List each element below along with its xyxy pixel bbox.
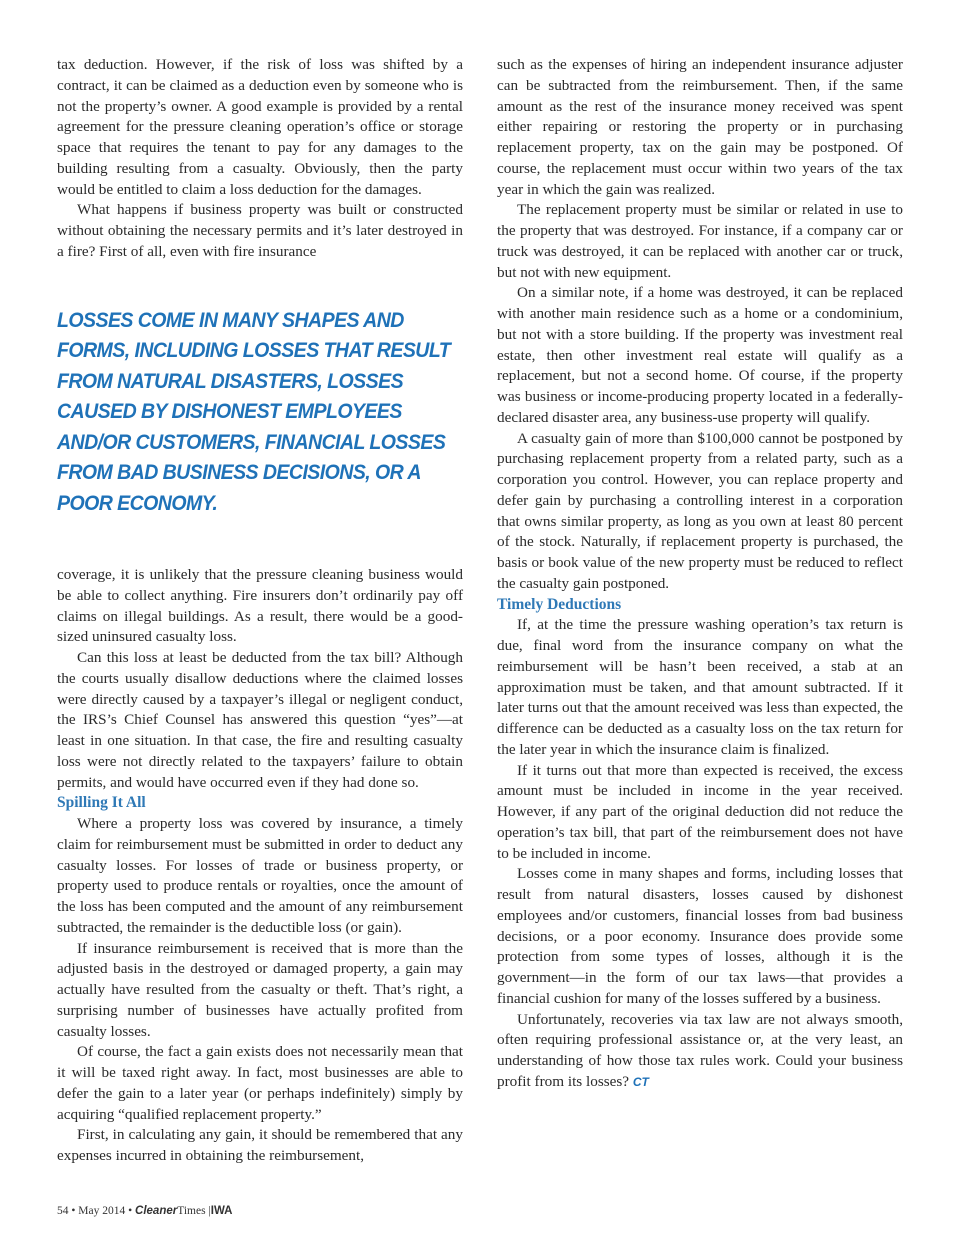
body-paragraph: coverage, it is unlikely that the pressure cleaning business would be able to collect anything. Fire insurers don’t ordinarily pay off claims on illegal buildings. As a result, there would be a good-sized uninsured casualty loss. bbox=[57, 566, 463, 646]
body-paragraph: What happens if business property was built or constructed without obtaining the necessary permits and it’s later destroyed in a fire? First of all, even with fire insurance bbox=[57, 201, 463, 260]
issue-date: May 2014 bbox=[78, 1205, 126, 1217]
footer-separator: • bbox=[71, 1205, 76, 1217]
body-paragraph: If it turns out that more than expected is received, the excess amount must be included in income in the year received. However, if any part of the original deduction did not reduce the operation’s tax bill, that part of the reimbursement does not have to be included in income. bbox=[497, 761, 903, 862]
pull-quote: LOSSES COME IN MANY SHAPES AND FORMS, INCLUDING LOSSES THAT RESULT FROM NATURAL DISASTERS, LOSSES CAUSED BY DISHONEST EMPLOYEES AND/OR CUSTOMERS, FINANCIAL LOSSES FROM BAD BUSINESS DECISIONS, OR A POOR ECONOMY. bbox=[57, 308, 451, 515]
left-column bbox=[57, 55, 463, 1167]
page-number: 54 bbox=[57, 1205, 69, 1217]
brand-times: Times bbox=[177, 1205, 206, 1217]
body-paragraph: On a similar note, if a home was destroyed, it can be replaced with another main residence such as a home or a condominium, but not with a store building. If the property was investment real estate, then other investment real estate will qualify as a replacement, but not a second home. Of course, if the property was business or income-producing property located in a federally-declared disaster area, any business-use property will qualify. bbox=[497, 284, 903, 426]
body-paragraph: If, at the time the pressure washing operation’s tax return is due, final word from the insurance company on what the reimbursement will be hasn’t been received, a stab at an approximation must be taken, and that amount subtracted. If it later turns out that the amount received was less than expected, the difference can be deducted as a casualty loss on the tax return for the later year in which the insurance claim is finalized. bbox=[497, 616, 903, 758]
body-paragraph: Where a property loss was covered by insurance, a timely claim for reimbursement must be submitted in order to deduct any casualty losses. For losses of trade or business property, or property used to produce rentals or royalties, once the amount of the loss has been computed and the amount of any reimbursement subtracted, the remainder is the deductible loss (or gain). bbox=[57, 815, 463, 936]
end-mark: CT bbox=[632, 1074, 649, 1089]
body-paragraph: Can this loss at least be deducted from the tax bill? Although the courts usually disallow deductions where the claimed losses were directly caused by a taxpayer’s illegal or negligent conduct, the IRS’s Chief Counsel has answered this question “yes”—at least in one situation. In that case, the fire and resulting casualty loss were not directly related to the taxpayers’ failure to obtain permits, and would have occurred even if they had done so. bbox=[57, 649, 463, 791]
body-paragraph: Losses come in many shapes and forms, including losses that result from natural disasters, losses caused by dishonest employees and/or customers, financial losses from bad business decisions, or a poor economy. Insurance does provide some protection from some types of losses, although it is the government—in the form of our tax laws—that provides a financial cushion for many of the losses suffered by a business. bbox=[497, 865, 903, 1007]
body-paragraph: A casualty gain of more than $100,000 cannot be postponed by purchasing replacement property from a related party, such as a corporation you control. However, you can replace property and defer gain by purchasing a controlling interest in a corporation that owns similar property, as long as you own at least 80 percent of the stock. Naturally, if replacement property is purchased, the basis or book value of the new property must be reduced to reflect the casualty gain postponed. bbox=[497, 429, 903, 592]
body-paragraph: Of course, the fact a gain exists does not necessarily mean that it will be taxed right away. In fact, most businesses are able to defer the gain to a later year (or perhaps indefinitely) simply by acquiring “qualified replacement property.” bbox=[57, 1043, 463, 1123]
org-name: IWA bbox=[210, 1205, 233, 1217]
section-heading: Timely Deductions bbox=[497, 595, 622, 613]
publication-name bbox=[135, 1205, 206, 1217]
body-paragraph: The replacement property must be similar or related in use to the property that was destroyed. For instance, if a company car or truck was destroyed, it can be replaced with another car or truck, but not with new equipment. bbox=[497, 201, 903, 281]
section-heading: Spilling It All bbox=[57, 794, 146, 812]
footer-divider: | bbox=[208, 1205, 211, 1217]
right-column bbox=[497, 55, 903, 1093]
body-paragraph: tax deduction. However, if the risk of loss was shifted by a contract, it can be claimed as a deduction even by someone who is not the property’s owner. A good example is provided by a rental agreement for the pressure cleaning operation’s office or storage space that requires the tenant to pay for any damages to the building resulting from a casualty. Obviously, then the party would be entitled to claim a loss deduction for the damages. bbox=[57, 56, 463, 198]
body-paragraph: such as the expenses of hiring an independent insurance adjuster can be subtracted from the reimbursement. Then, if the same amount as the rest of the insurance money received was spent either repairing or restoring the property or in purchasing replacement property, tax on the gain may be postponed. Of course, the replacement must occur within two years of the tax year in which the gain was realized. bbox=[497, 56, 903, 198]
page-footer bbox=[57, 1205, 232, 1217]
closing-sentence: Unfortunately, recoveries via tax law are not always smooth, often requiring professional assistance or, at the very least, an understanding of how those tax rules work. Could your business profit from its losses? bbox=[497, 1010, 903, 1090]
footer-separator: • bbox=[128, 1205, 133, 1217]
brand-cleaner: Cleaner bbox=[135, 1205, 178, 1217]
body-paragraph: First, in calculating any gain, it should be remembered that any expenses incurred in obtaining the reimbursement, bbox=[57, 1126, 463, 1164]
body-paragraph bbox=[497, 1010, 903, 1093]
body-paragraph: If insurance reimbursement is received that is more than the adjusted basis in the destroyed or damaged property, a gain may actually have resulted from the casualty or theft. That’s right, a surprising number of businesses have actually profited from casualty losses. bbox=[57, 939, 463, 1040]
